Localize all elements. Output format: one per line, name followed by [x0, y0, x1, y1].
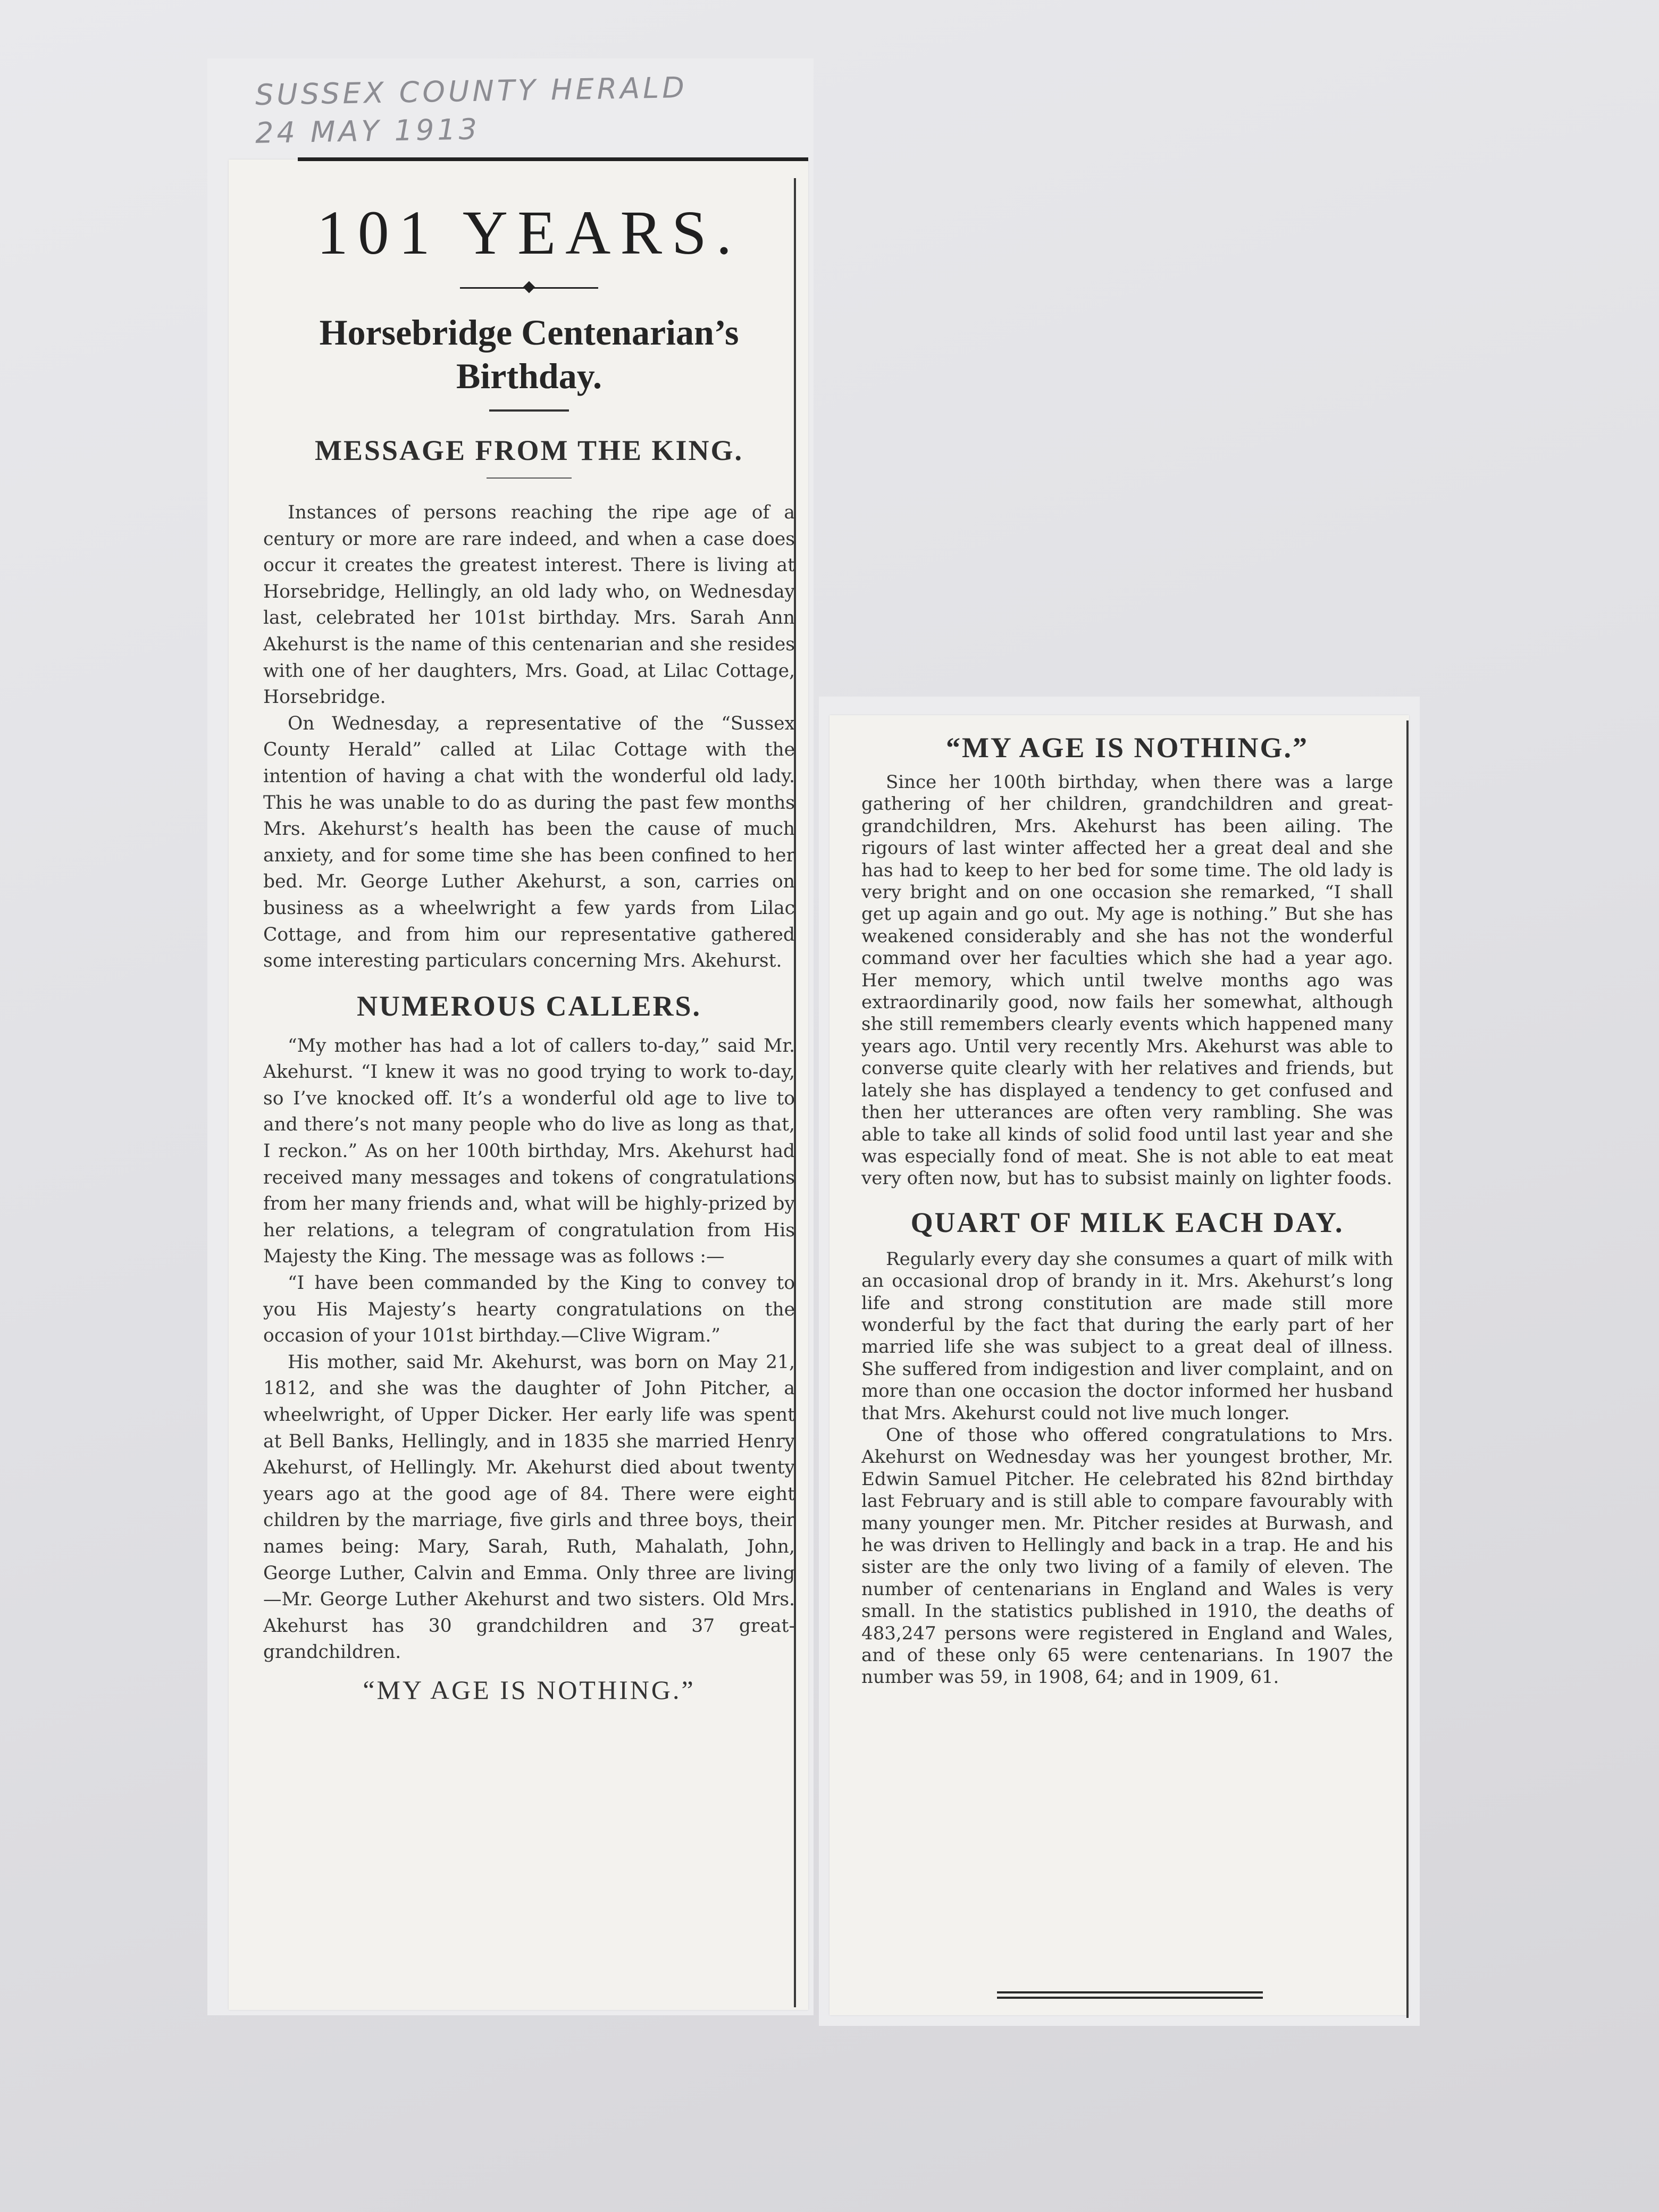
- headline-ornament: [460, 285, 598, 290]
- top-rule: [298, 157, 808, 161]
- handwritten-date: 24 MAY 1913: [255, 112, 481, 150]
- paragraph: One of those who offered congratulations to Mrs. Akehurst on Wednesday was her youngest brother, Mr. Edwin Samuel Pitcher. He celebrated his 82nd birthday last February and is still able to compare favourably with many younger men. Mr. Pitcher resides at Burwash, and he was driven to Hellingly and back in a trap. He and his sister are the only two living of a family of eleven. The number of centenarians in England and Wales is very small. In the statistics published in 1910, the deaths of 483,247 persons were registered in England and Wales, and of these only 65 were centenarians. In 1907 the number was 59, in 1908, 64; and in 1909, 61.: [861, 1424, 1393, 1688]
- section-heading-age: “MY AGE IS NOTHING.”: [945, 732, 1309, 764]
- handwritten-source: SUSSEX COUNTY HERALD: [255, 70, 688, 112]
- paragraph: Since her 100th birthday, when there was a large gathering of her children, grandchildren and great-grandchildren, Mrs. Akehurst has been ailing. The rigours of last winter affected her a great deal and she has had to keep to her bed for some time. The old lady is very bright and on one occasion she remarked, “I shall get up again and go out. My age is nothing.” But she has weakened considerably and she has not the wonderful command over her faculties which she had a year ago. Her memory, which until twelve months ago was extraordinarily good, now fails her somewhat, although she still remembers clearly events which happened many years ago. Until very recently Mrs. Akehurst was able to converse quite clearly with her relatives and friends, but lately she has displayed a tendency to get confused and then her utterances are often very rambling. She was able to take all kinds of solid food until last year and she was especially fond of meat. She is not able to eat meat very often now, but has to subsist mainly on lighter foods.: [861, 772, 1393, 1189]
- section-heading-callers: NUMEROUS CALLERS.: [356, 990, 702, 1022]
- column-rule-right: [1406, 720, 1409, 2018]
- paragraph: His mother, said Mr. Akehurst, was born on May 21, 1812, and she was the daughter of John Pitcher, a wheelwright, of Upper Dicker. Her early life was spent at Bell Banks, Hellingly, and in 1835 she married Henry Akehurst, of Hellingly. Mr. Akehurst died about twenty years ago at the good age of 84. There were eight children by the marriage, five girls and three boys, their names being: Mary, Sarah, Ruth, Mahalath, John, George Luther, Calvin and Emma. Only three are living—Mr. George Luther Akehurst and two sisters. Old Mrs. Akehurst has 30 grandchildren and 37 great-grandchildren.: [263, 1351, 795, 1663]
- divider: [487, 477, 572, 479]
- subheadline: [263, 311, 795, 398]
- section-heading-milk: QUART OF MILK EACH DAY.: [910, 1206, 1344, 1238]
- divider: [489, 409, 569, 412]
- paragraph: Instances of persons reaching the ripe age of a century or more are rare indeed, and when a case does occur it creates the greatest interest. There is living at Horsebridge, Hellingly, an old lady who, on Wednesday last, celebrated her 101st birthday. Mrs. Sarah Ann Akehurst is the name of this centenarian and she resides with one of her daughters, Mrs. Goad, at Lilac Cottage, Horsebridge.: [263, 502, 795, 708]
- continued-heading-cut: [263, 1674, 795, 1688]
- article-column-right: [861, 723, 1393, 1689]
- subheadline-line-1: Horsebridge Centenarian’s: [319, 312, 739, 353]
- article-column-left: [263, 186, 795, 1688]
- paragraph: “My mother has had a lot of callers to-day,” said Mr. Akehurst. “I knew it was no good trying to work to-day, so I’ve knocked off. It’s a wonderful old age to live to and there’s not many people who do live as long as that, I reckon.” As on her 100th birthday, Mrs. Akehurst had received many messages and tokens of congratulations from her many friends and, what will be highly-prized by her relations, a telegram of congratulation from His Majesty the King. The message was as follows :—: [263, 1035, 795, 1268]
- end-rule: [997, 1991, 1263, 2002]
- section-heading-king: MESSAGE FROM THE KING.: [314, 434, 744, 466]
- paragraph: “I have been commanded by the King to convey to you His Majesty’s hearty congratulations on the occasion of your 101st birthday.—Clive Wigram.”: [263, 1272, 795, 1347]
- paragraph: On Wednesday, a representative of the “Sussex County Herald” called at Lilac Cottage with the intention of having a chat with the wonderful old lady. This he was unable to do as during the past few months Mrs. Akehurst’s health has been the cause of much anxiety, and for some time she has been confined to her bed. Mr. George Luther Akehurst, a son, carries on business as a wheelwright a few yards from Lilac Cottage, and from him our representative gathered some interesting particulars concerning Mrs. Akehurst.: [263, 713, 795, 972]
- paragraph: Regularly every day she consumes a quart of milk with an occasional drop of brandy in it. Mrs. Akehurst’s long life and strong constitution are made still more wonderful by the fact that during the early part of her married life she was subject to a great deal of illness. She suffered from indigestion and liver complaint, and on more than one occasion the doctor informed her husband that Mrs. Akehurst could not live much longer.: [861, 1248, 1393, 1424]
- headline: 101 YEARS.: [316, 198, 742, 267]
- subheadline-line-2: Birthday.: [456, 356, 602, 396]
